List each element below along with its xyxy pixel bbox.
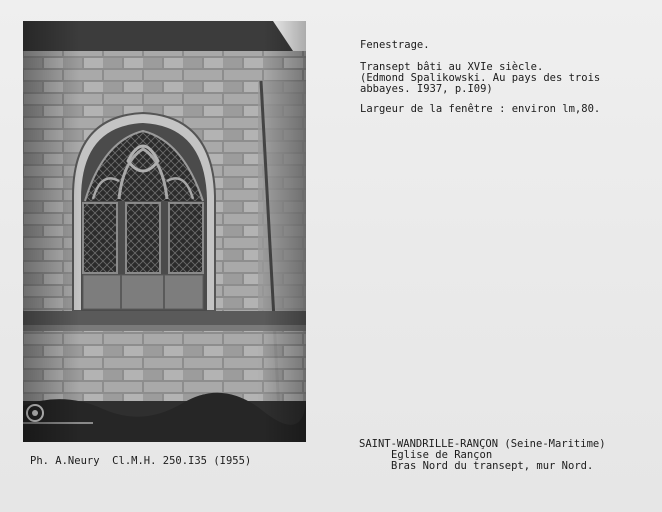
caption-heading: Fenestrage. bbox=[360, 39, 430, 51]
caption-dimension: Largeur de la fenêtre : environ lm,80. bbox=[360, 103, 601, 115]
photograph-window bbox=[23, 21, 306, 442]
window-photo-illustration bbox=[23, 21, 306, 442]
location-building: Eglise de Rançon bbox=[391, 449, 493, 461]
description-line: Transept bâti au XVIe siècle. bbox=[360, 61, 544, 73]
description-line: abbayes. I937, p.I09) bbox=[360, 83, 493, 95]
caption-description bbox=[360, 62, 600, 95]
location-commune: SAINT-WANDRILLE-RANÇON (Seine-Maritime) bbox=[359, 438, 606, 450]
location-detail: Bras Nord du transept, mur Nord. bbox=[391, 460, 594, 472]
description-line: (Edmond Spalikowski. Au pays des trois bbox=[360, 72, 601, 84]
photo-credit: Ph. A.Neury Cl.M.H. 250.I35 (I955) bbox=[30, 455, 252, 467]
